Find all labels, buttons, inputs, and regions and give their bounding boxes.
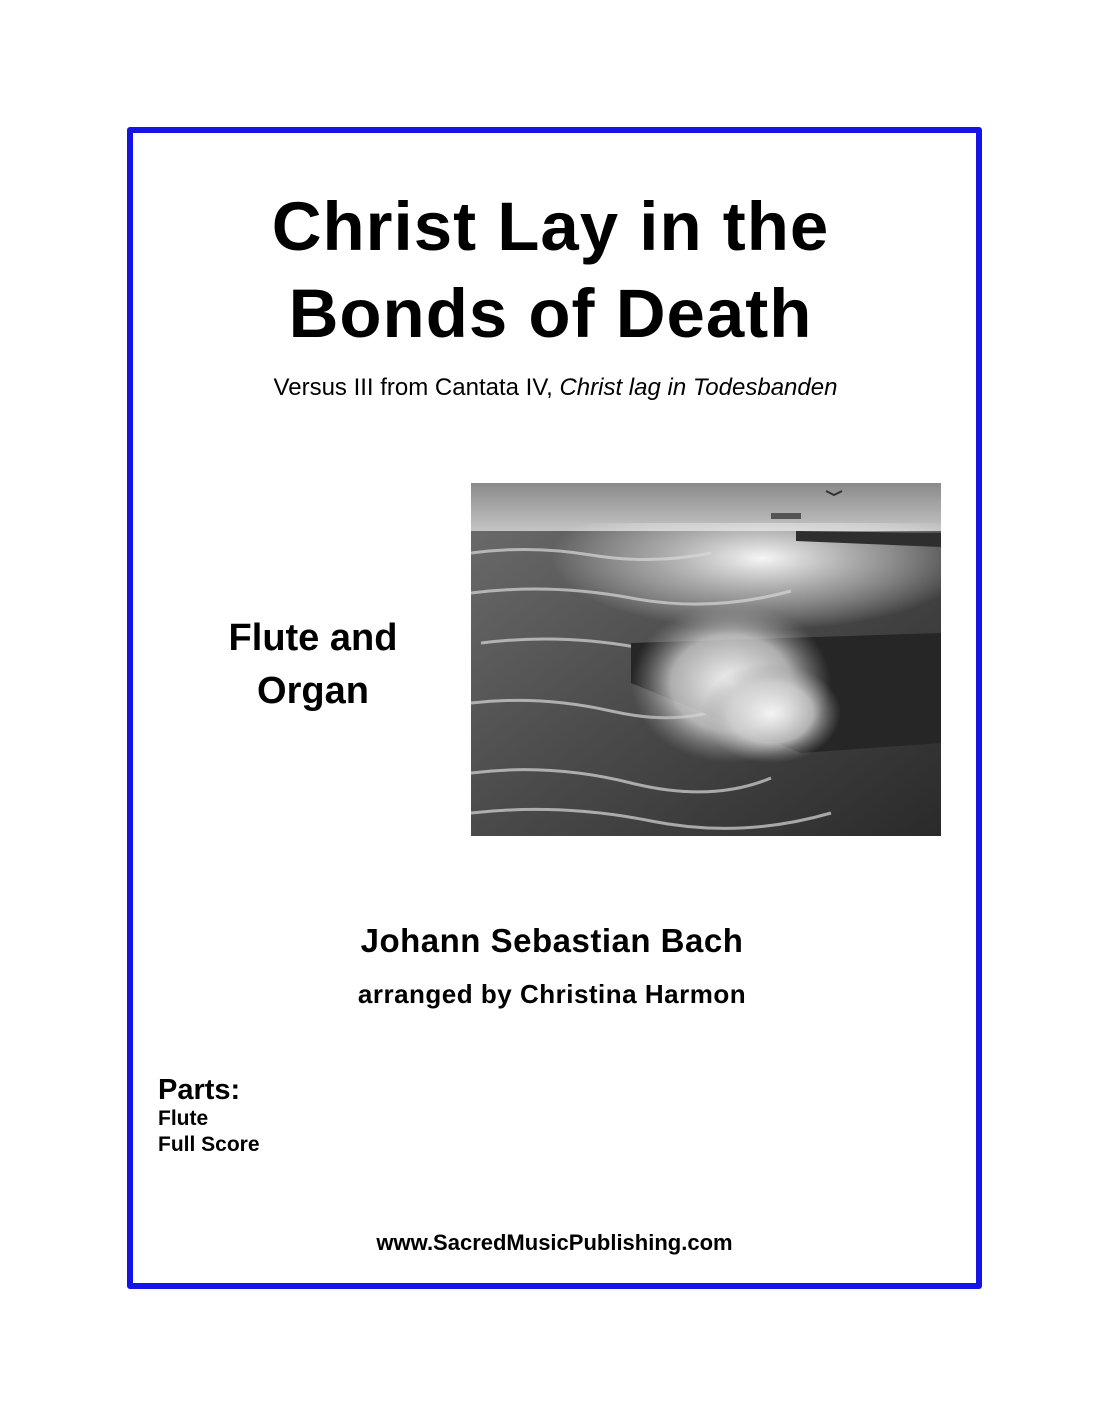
stormy-sea-photo [471,483,941,836]
parts-list [158,1106,260,1158]
composer: Johann Sebastian Bach [360,922,744,959]
subtitle-original-title: Christ lag in Todesbanden [559,374,838,401]
subtitle [0,373,1101,403]
part-item: Flute [158,1107,209,1130]
arranger: arranged by Christina Harmon [357,979,747,1009]
instrumentation-line-1: Flute and [228,617,398,659]
instrumentation-line-2: Organ [257,670,369,712]
part-item: Full Score [158,1133,260,1156]
publisher-website: www.SacredMusicPublishing.com [376,1230,733,1255]
parts-section [158,1074,260,1158]
instrumentation [173,612,453,718]
page-title [0,183,1101,357]
parts-heading: Parts: [158,1074,241,1106]
title-line-2: Bonds of Death [288,275,813,352]
subtitle-prefix: Versus III from Cantata IV, [273,374,560,401]
title-line-1: Christ Lay in the [271,188,830,265]
